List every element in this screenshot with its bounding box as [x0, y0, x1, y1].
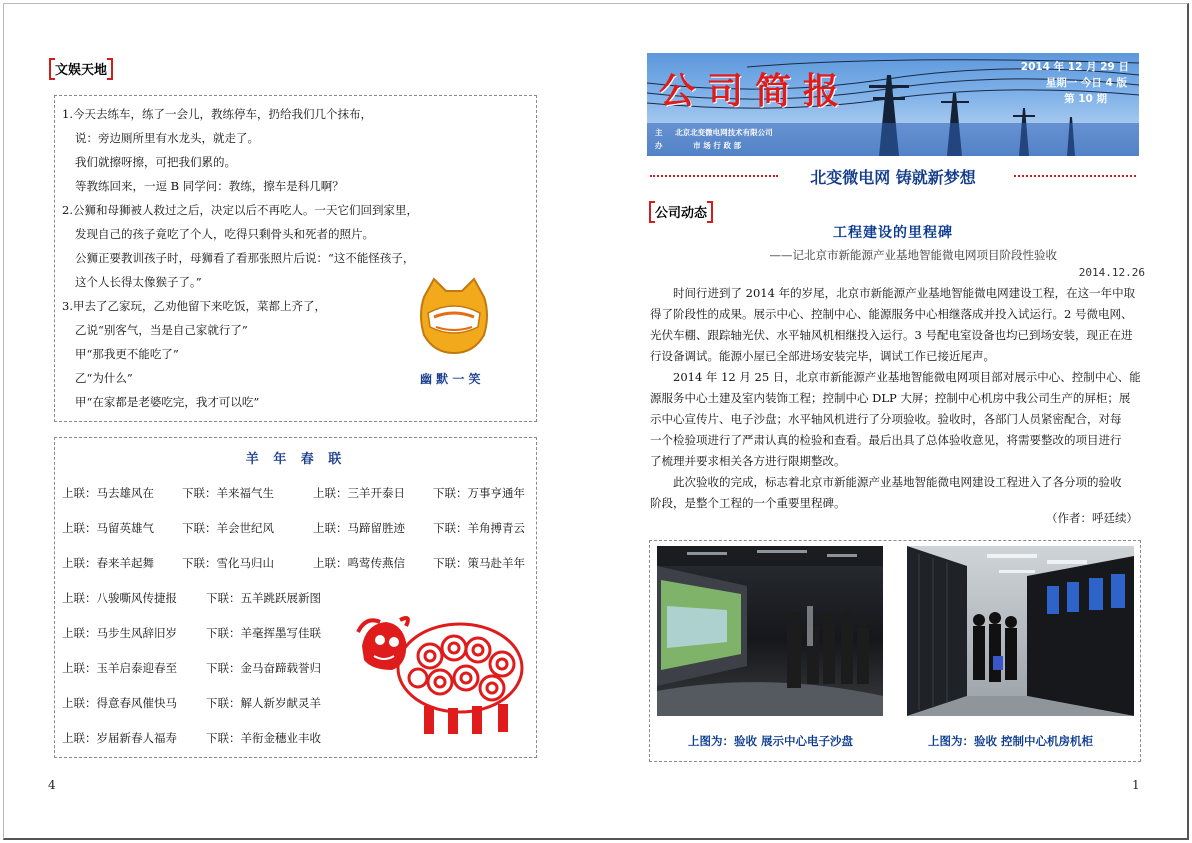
article-line: 2014 年 12 月 25 日，北京市新能源产业基地智能微电网项目部对展示中心、控制中心、能 [673, 370, 1141, 384]
article-date: 2014.12.26 [1078, 266, 1145, 279]
sponsor-line [655, 127, 773, 138]
papercut-sheep-illustration [352, 606, 532, 736]
joke-line: 我们就擦呀擦，可把我们累的。 [75, 155, 236, 169]
couplet-line: 下联：金马奋蹄载誉归 [206, 661, 321, 675]
joke-line: 发现自己的孩子竟吃了个人，吃得只剩骨头和死者的照片。 [75, 227, 374, 241]
joke-line: 乙说“别客气，当是自己家就行了” [75, 323, 248, 337]
couplet-line: 上联：马步生风辞旧岁 [62, 626, 177, 640]
couplet-line: 下联：羊毫挥墨写佳联 [206, 626, 321, 640]
office-line [655, 140, 741, 151]
joke-line: 1.今天去练车，练了一会儿，教练停车，扔给我们几个抹布， [62, 107, 372, 121]
couplet-line: 上联：马留英雄气 [62, 521, 154, 535]
couplet-line: 下联：羊来福气生 [182, 486, 274, 500]
couplet-line: 上联：八骏嘶风传捷报 [62, 591, 177, 605]
page-number-right: 1 [1132, 778, 1140, 792]
joke-line: 公狮正要教训孩子时，母狮看了看那张照片后说：“这不能怪孩子， [75, 251, 415, 265]
couplet-line: 上联：鸣莺传燕信 [313, 556, 405, 570]
couplets-title: 羊 年 春 联 [245, 452, 347, 467]
couplet-line: 上联：玉羊启泰迎春至 [62, 661, 177, 675]
couplet-line: 上联：马去雄风在 [62, 486, 154, 500]
joke-line: 甲“那我更不能吃了” [75, 347, 179, 361]
couplet-line: 下联：万事亨通年 [433, 486, 525, 500]
issue-number: 第 10 期 [1064, 93, 1107, 105]
humor-caption: 幽 默 一 笑 [420, 372, 481, 386]
article-line: 光伏车棚、跟踪轴光伏、水平轴风机相继投入运行。3 号配电室设备也均已到场安装，现正在进 [650, 328, 1133, 342]
joke-line: 乙“为什么” [75, 371, 133, 385]
article-line: 行设备调试。能源小屋已全部进场安装完毕，调试工作已接近尾声。 [650, 349, 995, 363]
section-label-entertainment: 文娱天地 [52, 59, 110, 78]
couplet-line: 下联：解人新岁献灵羊 [206, 696, 321, 710]
couplet-line: 上联：马蹄留胜迹 [313, 521, 405, 535]
article-line: 一个检验项进行了严肃认真的检验和查看。最后出具了总体验收意见，将需要整改的项目进行 [650, 433, 1122, 447]
article-line: 此次验收的完成，标志着北京市新能源产业基地智能微电网建设工程进入了各分项的验收 [673, 475, 1122, 489]
couplet-line: 上联：岁届新春人福寿 [62, 731, 177, 745]
sponsor-label: 主 [655, 128, 663, 137]
sponsor-name: 北京北变微电网技术有限公司 [675, 128, 773, 137]
joke-line: 甲“在家都是老婆吃完，我才可以吃” [75, 395, 260, 409]
article-line: 时间行进到了 2014 年的岁尾，北京市新能源产业基地智能微电网建设工程，在这一年中取 [673, 286, 1136, 300]
article-line: 阶段，是整个工程的一个重要里程碑。 [650, 496, 846, 510]
photo-exhibition-sandtable [657, 546, 883, 716]
photo-caption-sandtable: 上图为：验收 展示中心电子沙盘 [688, 734, 854, 748]
newsletter-banner [647, 53, 1139, 156]
joke-line: 说：旁边厕所里有水龙头，就走了。 [75, 131, 259, 145]
article-line: 了梳理并要求相关各方进行限期整改。 [650, 454, 846, 468]
article-title: 工程建设的里程碑 [833, 225, 953, 241]
couplet-line: 下联：羊会世纪风 [182, 521, 274, 535]
joke-line: 这个人长得太像猴子了。” [75, 275, 202, 289]
couplet-line: 下联：羊角搏青云 [433, 521, 525, 535]
cartoon-face-illustration [414, 275, 494, 359]
joke-line: 等教练回来，一逗 B 同学问：教练，擦车是科几啊？ [75, 179, 344, 193]
photo-caption-cabinets: 上图为：验收 控制中心机房机柜 [928, 734, 1094, 748]
section-label-company-news: 公司动态 [652, 202, 710, 221]
photo-control-room-cabinets [907, 546, 1134, 716]
office-label: 办 [655, 141, 663, 150]
office-name: 市 场 行 政 部 [693, 141, 742, 150]
issue-date: 2014 年 12 月 29 日 [1020, 61, 1129, 73]
article-line: 得了阶段性的成果。展示中心、控制中心、能源服务中心相继落成并投入试运行。2 号微电网、 [650, 307, 1133, 321]
couplet-line: 上联：得意春风催快马 [62, 696, 177, 710]
slogan-divider-right [1014, 175, 1136, 177]
couplet-line: 下联：羊衔金穗业丰收 [206, 731, 321, 745]
couplet-line: 下联：雪化马归山 [182, 556, 274, 570]
couplet-line: 上联：春来羊起舞 [62, 556, 154, 570]
couplet-line: 下联：策马赴羊年 [433, 556, 525, 570]
company-slogan: 北变微电网 铸就新梦想 [810, 168, 976, 187]
article-line: 示中心宣传片、电子沙盘；水平轴风机进行了分项验收。验收时，各部门人员紧密配合，对每 [650, 412, 1122, 426]
joke-line: 3.甲去了乙家玩，乙劝他留下来吃饭，菜都上齐了， [62, 299, 326, 313]
joke-line: 2.公狮和母狮被人救过之后，决定以后不再吃人。一天它们回到家里， [62, 203, 418, 217]
couplet-line: 上联：三羊开泰日 [313, 486, 405, 500]
article-author: （作者：呼廷续） [1046, 511, 1138, 525]
article-line: 源服务中心土建及室内装饰工程；控制中心 DLP 大屏；控制中心机房中我公司生产的屏柜；展 [650, 391, 1131, 405]
couplet-line: 下联：五羊跳跃展新图 [206, 591, 321, 605]
issue-weekday-pages: 星期一 今日 4 版 [1045, 77, 1127, 89]
page-number-left: 4 [48, 778, 56, 792]
article-subtitle: ——记北京市新能源产业基地智能微电网项目阶段性验收 [769, 248, 1057, 262]
newsletter-title: 公司简报 [659, 70, 852, 112]
